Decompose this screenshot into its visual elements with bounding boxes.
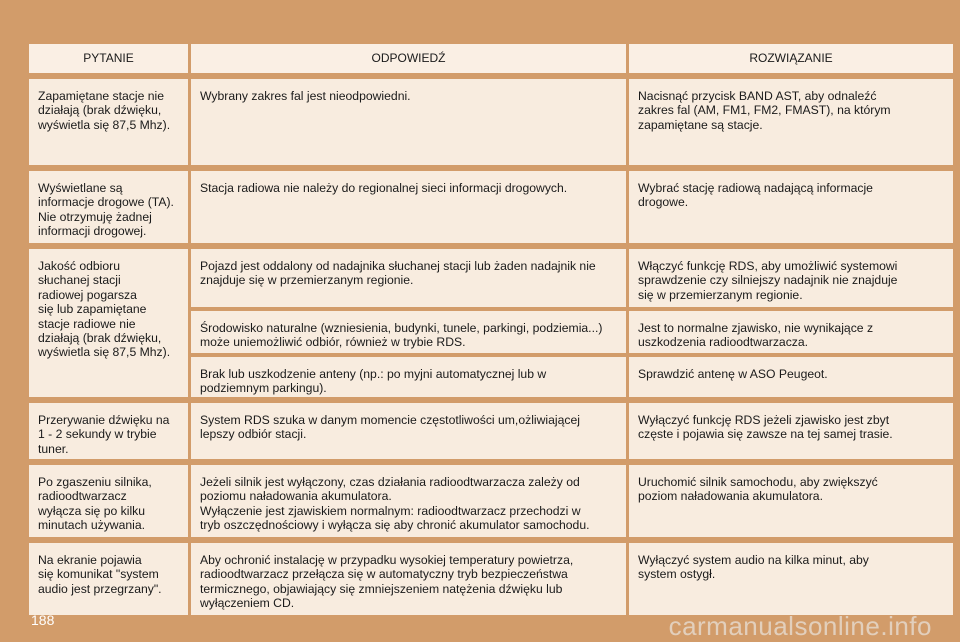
watermark: carmanualsonline.info bbox=[668, 611, 932, 641]
table-row bbox=[29, 79, 953, 165]
sub-row bbox=[191, 311, 953, 353]
question-cell: Po zgaszeniu silnika, radioodtwarzacz wyłącza się po kilku minutach używania. bbox=[29, 465, 191, 537]
table-row bbox=[29, 171, 953, 243]
question-cell: Wyświetlane są informacje drogowe (TA). Nie otrzymuję żadnej informacji drogowej. bbox=[29, 171, 191, 243]
header-answer: ODPOWIEDŹ bbox=[191, 44, 629, 73]
header-solution: ROZWIĄZANIE bbox=[629, 44, 953, 73]
solution-cell: Wyłączyć system audio na kilka minut, aby system ostygł. bbox=[629, 543, 953, 615]
answer-cell: Aby ochronić instalację w przypadku wysokiej temperatury powietrza, radioodtwarzacz przełącza się w automatyczny tryb bezpieczeństwa termicznego, objawiający się zmniejszeniem natężenia dźwięku lub wyłączeniem CD. bbox=[191, 543, 629, 615]
solution-cell: Sprawdzić antenę w ASO Peugeot. bbox=[629, 357, 953, 397]
solution-cell: Uruchomić silnik samochodu, aby zwiększyć poziom naładowania akumulatora. bbox=[629, 465, 953, 537]
sub-row bbox=[191, 357, 953, 397]
question-cell: Jakość odbioru słuchanej stacji radiowej pogarsza się lub zapamiętane stacje radiowe nie działają (brak dźwięku, wyświetla się 87,5 Mhz). bbox=[29, 249, 191, 397]
question-cell: Przerywanie dźwięku na 1 - 2 sekundy w trybie tuner. bbox=[29, 403, 191, 459]
solution-cell: Wyłączyć funkcję RDS jeżeli zjawisko jest zbyt częste i pojawia się zawsze na tej samej trasie. bbox=[629, 403, 953, 459]
question-cell: Na ekranie pojawia się komunikat "system audio jest przegrzany". bbox=[29, 543, 191, 615]
page-number: 188 bbox=[31, 612, 55, 628]
answer-cell: Brak lub uszkodzenie anteny (np.: po myjni automatycznej lub w podziemnym parkingu). bbox=[191, 357, 629, 397]
solution-cell: Nacisnąć przycisk BAND AST, aby odnaleźć zakres fal (AM, FM1, FM2, FMAST), na którym zapamiętane są stacje. bbox=[629, 79, 953, 165]
answer-cell: Pojazd jest oddalony od nadajnika słuchanej stacji lub żaden nadajnik nie znajduje się w przemierzanym regionie. bbox=[191, 249, 629, 307]
answer-cell: System RDS szuka w danym momencie częstotliwości um,ożliwiającej lepszy odbiór stacji. bbox=[191, 403, 629, 459]
solution-cell: Wybrać stację radiową nadającą informacje drogowe. bbox=[629, 171, 953, 243]
table-row bbox=[29, 543, 953, 615]
answer-cell: Stacja radiowa nie należy do regionalnej sieci informacji drogowych. bbox=[191, 171, 629, 243]
question-cell: Zapamiętane stacje nie działają (brak dźwięku, wyświetla się 87,5 Mhz). bbox=[29, 79, 191, 165]
answer-cell: Wybrany zakres fal jest nieodpowiedni. bbox=[191, 79, 629, 165]
answer-cell: Środowisko naturalne (wzniesienia, budynki, tunele, parkingi, podziemia...) może uniemożliwić odbiór, również w trybie RDS. bbox=[191, 311, 629, 353]
table-row bbox=[29, 465, 953, 537]
table-header bbox=[29, 44, 953, 73]
table-row bbox=[29, 249, 953, 397]
troubleshooting-table bbox=[29, 44, 953, 615]
header-question: PYTANIE bbox=[29, 44, 191, 73]
solution-cell: Jest to normalne zjawisko, nie wynikające z uszkodzenia radioodtwarzacza. bbox=[629, 311, 953, 353]
solution-cell: Włączyć funkcję RDS, aby umożliwić systemowi sprawdzenie czy silniejszy nadajnik nie znajduje się w przemierzanym regionie. bbox=[629, 249, 953, 307]
sub-row bbox=[191, 249, 953, 307]
table-row bbox=[29, 403, 953, 459]
answer-cell: Jeżeli silnik jest wyłączony, czas działania radioodtwarzacza zależy od poziomu naładowania akumulatora. Wyłączenie jest zjawiskiem normalnym: radioodtwarzacz przechodzi w tryb oszczędnościowy i wyłącza się aby chronić akumulator samochodu. bbox=[191, 465, 629, 537]
